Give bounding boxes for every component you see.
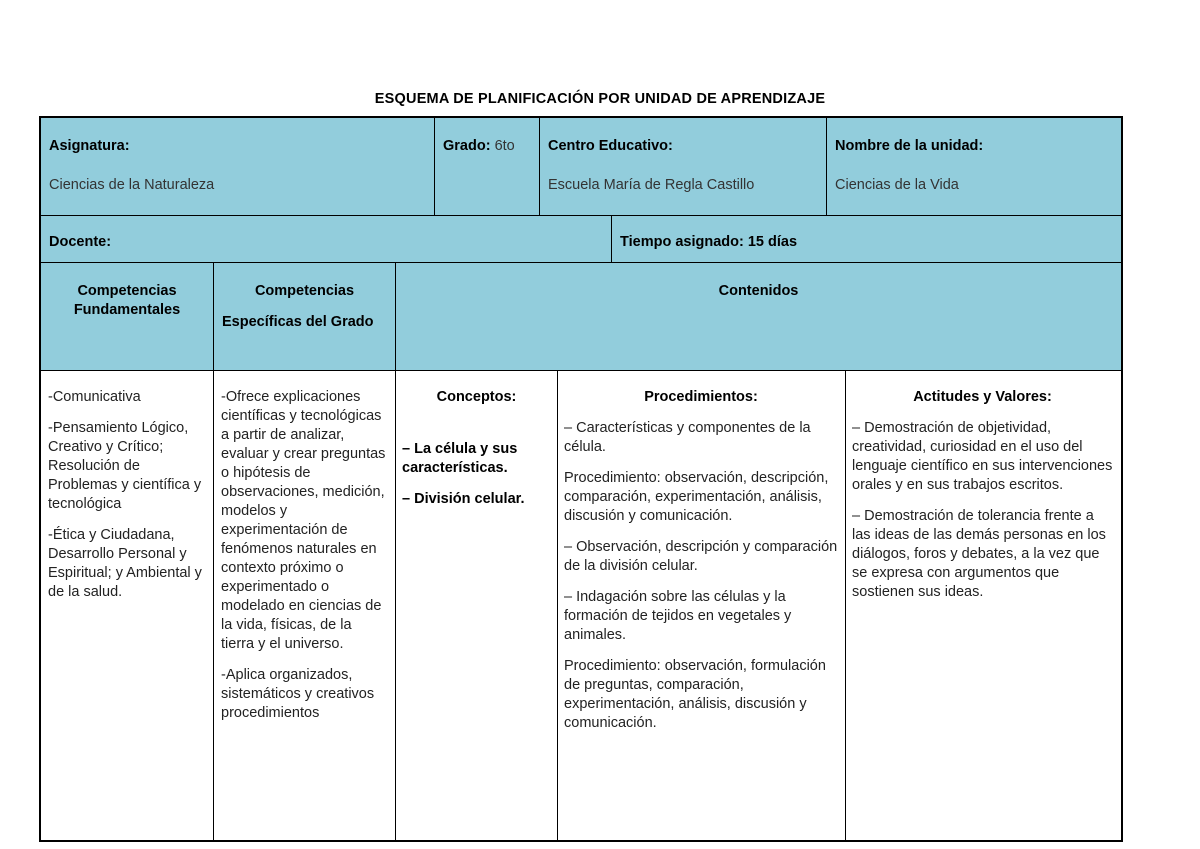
especifica-item: -Aplica organizados, sistemáticos y creativos procedimientos bbox=[221, 667, 375, 721]
procedimiento-item: – Características y componentes de la célula. bbox=[564, 420, 811, 455]
procedimientos-body bbox=[557, 370, 846, 841]
asignatura-label: Asignatura: bbox=[49, 138, 130, 154]
unidad-cell bbox=[826, 117, 1122, 216]
asignatura-value: Ciencias de la Naturaleza bbox=[49, 177, 215, 193]
grado-cell bbox=[434, 117, 540, 216]
actitud-item: – Demostración de objetividad, creatividad, curiosidad en el uso del lenguaje científico en sus intervenciones orales y en sus trabajos escritos. bbox=[852, 420, 1113, 493]
actitud-item: – Demostración de tolerancia frente a las ideas de las demás personas en los diálogos, foros y debates, a la vez que se expresa con argumentos que sostienen sus ideas. bbox=[852, 508, 1106, 600]
document-title: ESQUEMA DE PLANIFICACIÓN POR UNIDAD DE APRENDIZAJE bbox=[374, 91, 826, 107]
grado-label: Grado: bbox=[443, 138, 491, 154]
unidad-label: Nombre de la unidad: bbox=[835, 138, 984, 154]
conceptos-body bbox=[395, 370, 558, 841]
fundamentales-header-text: Competencias Fundamentales bbox=[73, 283, 181, 318]
fundamental-item: -Comunicativa bbox=[48, 389, 141, 405]
conceptos-header: Conceptos: bbox=[436, 389, 517, 405]
fundamental-item: -Ética y Ciudadana, Desarrollo Personal y Espiritual; y Ambiental y de la salud. bbox=[48, 527, 202, 600]
especificas-body bbox=[213, 370, 396, 841]
tiempo-label: Tiempo asignado: 15 días bbox=[620, 234, 798, 250]
col-header-contenidos bbox=[395, 262, 1122, 371]
docente-label: Docente: bbox=[49, 234, 112, 250]
centro-value: Escuela María de Regla Castillo bbox=[548, 177, 755, 193]
especifica-item: -Ofrece explicaciones científicas y tecnológicas a partir de analizar, evaluar y crear preguntas o hipótesis de observaciones, medición, modelos y experimentación de fenómenos naturales en contexto próximo o experimentado o modelado en ciencias de la vida, físicas, de la tierra y el universo. bbox=[221, 389, 386, 652]
asignatura-cell bbox=[40, 117, 435, 216]
contenidos-header-text: Contenidos bbox=[718, 283, 799, 299]
especificas-header-line1: Competencias bbox=[254, 283, 355, 299]
procedimientos-header: Procedimientos: bbox=[644, 389, 758, 405]
col-header-especificas bbox=[213, 262, 396, 371]
centro-cell bbox=[539, 117, 827, 216]
procedimiento-item: Procedimiento: observación, formulación de preguntas, comparación, experimentación, análisis, discusión y comunicación. bbox=[564, 658, 826, 731]
grado-value: 6to bbox=[494, 138, 515, 154]
fundamentales-body bbox=[40, 370, 214, 841]
actitudes-body bbox=[845, 370, 1122, 841]
col-header-fundamentales bbox=[40, 262, 214, 371]
concepto-item: – División celular. bbox=[402, 491, 525, 507]
concepto-item: – La célula y sus características. bbox=[402, 441, 518, 476]
docente-cell bbox=[40, 215, 612, 263]
fundamental-item: -Pensamiento Lógico, Creativo y Crítico; Resolución de Problemas y científica y tecnológica bbox=[48, 420, 202, 512]
especificas-header-line2: Específicas del Grado bbox=[222, 314, 374, 330]
procedimiento-item: Procedimiento: observación, descripción, comparación, experimentación, análisis, discusión y comunicación. bbox=[564, 470, 829, 524]
procedimiento-item: – Indagación sobre las células y la formación de tejidos en vegetales y animales. bbox=[564, 589, 792, 643]
unidad-value: Ciencias de la Vida bbox=[835, 177, 959, 193]
actitudes-header: Actitudes y Valores: bbox=[913, 389, 1052, 405]
tiempo-cell bbox=[611, 215, 1122, 263]
centro-label: Centro Educativo: bbox=[548, 138, 673, 154]
procedimiento-item: – Observación, descripción y comparación de la división celular. bbox=[564, 539, 838, 574]
